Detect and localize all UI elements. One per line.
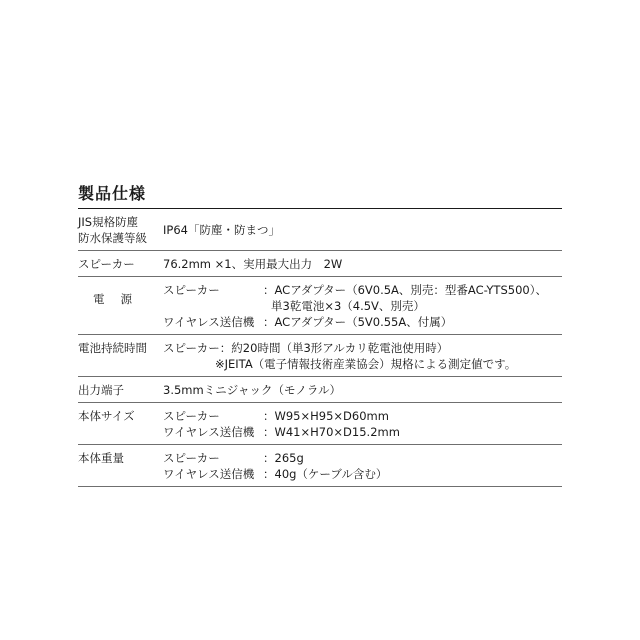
spec-sub-label: ワイヤレス送信機 [163,467,255,481]
spec-row-size [78,403,562,445]
spec-row-weight [78,445,562,487]
spec-value-text: スピーカー：約20時間（単3形アルカリ乾電池使用時） [163,341,449,355]
spec-row-output [78,377,562,403]
spec-value-power [163,277,562,335]
spec-row-battery-life [78,335,562,377]
spec-sub-value: ：40g（ケーブル含む） [263,467,388,481]
spec-sub-value: ：W95×H95×D60mm [263,409,389,423]
spec-label-line: 防水保護等級 [78,231,147,245]
spec-sub-row [163,450,562,466]
spec-sub-value: ：ACアダプター（6V0.5A、別売：型番AC-YTS500）、 [263,283,547,297]
spec-value-size [163,403,562,445]
spec-label-power: 電源 [78,277,163,335]
spec-sub-label: ワイヤレス送信機 [163,315,255,329]
spec-row-power [78,277,562,335]
spec-label-size: 本体サイズ [78,403,163,445]
spec-table [78,208,562,487]
spec-sub-label: ワイヤレス送信機 [163,425,255,439]
spec-note: ※JEITA（電子情報技術産業協会）規格による測定値です。 [215,357,517,371]
spec-row-speaker [78,251,562,277]
spec-row-ip-rating [78,209,562,251]
spec-value-text: IP64「防塵・防まつ」 [163,223,280,237]
spec-sub-row [163,314,562,330]
spec-sub-value: ：265g [263,451,304,465]
spec-sub-value: ：ACアダプター（5V0.55A、付属） [263,315,453,329]
spec-value-ip-rating [163,209,562,251]
spec-sub-row [163,466,562,482]
spec-sub-row [163,424,562,440]
spec-value-battery-life [163,335,562,377]
spec-value-speaker: 76.2mm ×1、実用最大出力 2W [163,251,562,277]
spec-label-line: JIS規格防塵 [78,215,139,229]
spec-value-weight [163,445,562,487]
spec-label-output: 出力端子 [78,377,163,403]
spec-sub-row [163,408,562,424]
spec-sub-label: スピーカー [163,409,220,423]
spec-label-speaker: スピーカー [78,251,163,277]
spec-label-ip-rating [78,209,163,251]
spec-sub-value-continued: 単3乾電池×3（4.5V、別売） [271,299,425,313]
spec-sub-label: スピーカー [163,283,220,297]
page-title: 製品仕様 [78,184,147,203]
spec-sub-row [163,282,562,298]
spec-label-weight: 本体重量 [78,445,163,487]
spec-sub-label: スピーカー [163,451,220,465]
spec-label-battery-life: 電池持続時間 [78,335,163,377]
spec-value-output: 3.5mmミニジャック（モノラル） [163,377,562,403]
spec-sub-value: ：W41×H70×D15.2mm [263,425,400,439]
